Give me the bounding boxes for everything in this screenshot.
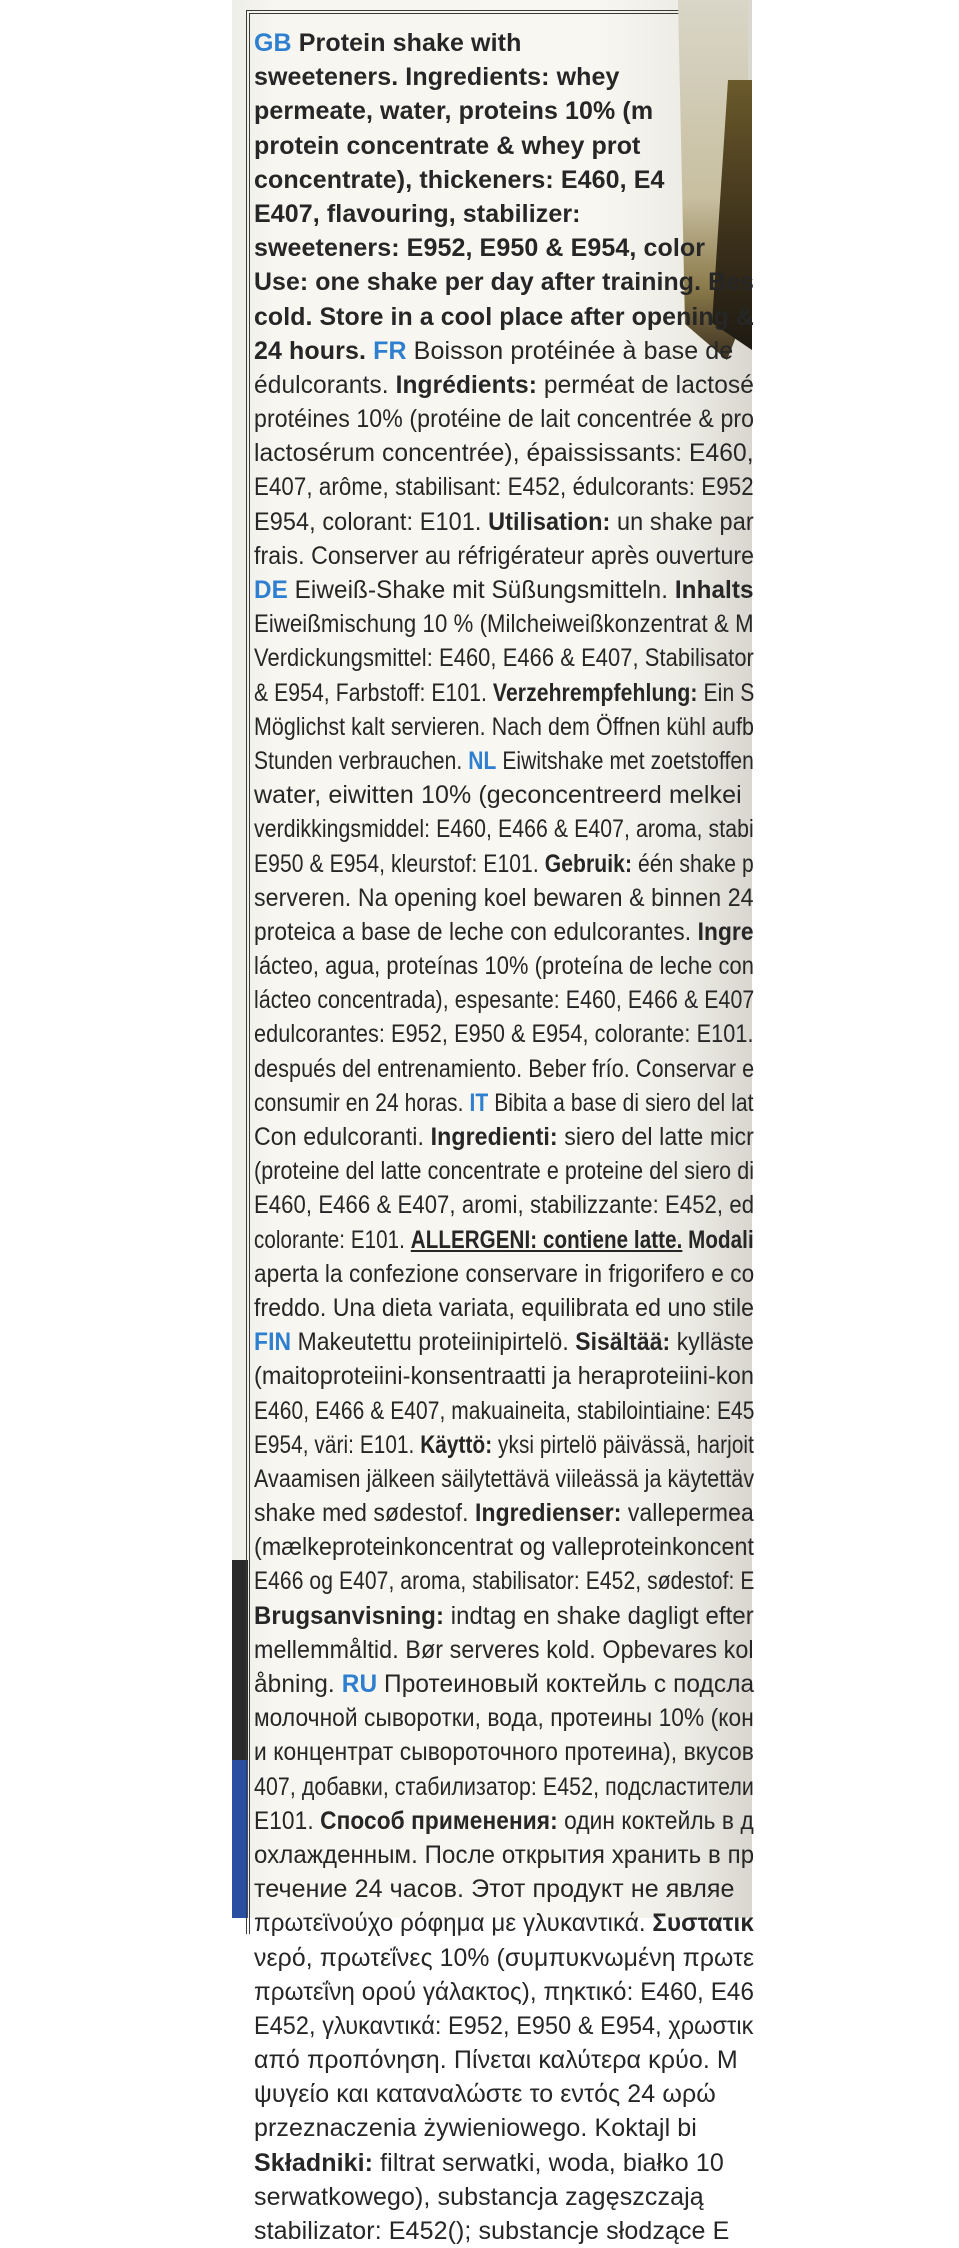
- text-line: [254, 60, 774, 94]
- text-line: [254, 676, 774, 710]
- text-segment: sweeteners. Ingredients: whey: [254, 63, 620, 92]
- language-code: FR: [373, 336, 407, 365]
- text-line-content: [254, 1120, 754, 1154]
- language-code: FIN: [254, 1328, 292, 1357]
- text-segment: Συστατικ: [652, 1909, 754, 1938]
- text-line-content: [254, 2043, 738, 2077]
- text-segment: Eiweiß-Shake mit Süßungsmitteln.: [287, 576, 675, 604]
- text-segment: un shake par: [610, 507, 754, 536]
- text-line-content: [254, 847, 754, 881]
- text-line-content: [254, 1394, 755, 1428]
- text-segment: przeznaczenia żywieniowego. Koktajl bi: [254, 2114, 697, 2143]
- text-segment: sweeteners: E952, E950 & E954, color: [254, 234, 706, 263]
- text-line: [254, 94, 774, 128]
- language-code: IT: [469, 1088, 489, 1117]
- text-line-content: [254, 505, 754, 539]
- text-segment: (proteine del latte concentrate e proteine del siero di: [254, 1157, 755, 1186]
- text-line-content: [254, 812, 754, 846]
- text-line: [254, 300, 774, 334]
- text-segment: E460, E466 & E407, makuaineita, stabilointiaine: E45: [254, 1396, 755, 1425]
- text-segment: proteica a base de leche con edulcorantes.: [254, 917, 698, 946]
- text-segment: lácteo, agua, proteínas 10% (proteína de leche con: [254, 952, 754, 981]
- text-segment: después del entrenamiento. Beber frío. Conservar e: [254, 1054, 755, 1083]
- text-line: [254, 1017, 774, 1051]
- text-line-content: [254, 949, 754, 983]
- text-line-content: [254, 1462, 754, 1496]
- text-segment: Gebruik:: [544, 849, 633, 878]
- text-segment: ψυγείο και καταναλώστε το εντός 24 ωρώ: [254, 2080, 716, 2109]
- text-line: [254, 847, 774, 881]
- text-line-content: [254, 1975, 754, 2009]
- text-line: [254, 881, 774, 915]
- text-segment: cold. Store in a cool place after opening &: [254, 302, 754, 331]
- text-segment: colorante: E101.: [254, 1225, 411, 1254]
- text-segment: Протеиновый коктейль с подсла: [377, 1670, 755, 1698]
- text-segment: Protein shake with: [291, 29, 522, 57]
- text-line-content: [254, 744, 754, 778]
- text-line-content: [254, 1872, 735, 1906]
- text-segment: νερό, πρωτεΐνες 10% (συμπυκνωμένη πρωτε: [254, 1943, 755, 1972]
- text-line-content: [254, 1804, 754, 1838]
- text-line-content: [254, 1257, 754, 1291]
- text-line: [254, 436, 774, 470]
- text-segment: protein concentrate & whey prot: [254, 131, 641, 160]
- text-line-content: [254, 1052, 754, 1086]
- text-segment: Modali: [682, 1225, 754, 1254]
- text-line: [254, 2146, 774, 2180]
- text-segment: πρωτεϊνούχο ρόφημα με γλυκαντικά.: [254, 1909, 653, 1938]
- text-line: [254, 1872, 774, 1906]
- text-segment: Möglichst kalt servieren. Nach dem Öffnen kühl aufb: [254, 712, 754, 741]
- text-line: [254, 2180, 774, 2214]
- text-segment: concentrate), thickeners: E460, E4: [254, 165, 665, 194]
- text-segment: Ein S: [697, 678, 755, 707]
- text-line-content: [254, 1599, 754, 1633]
- text-segment: Bibita a base di siero del lat: [488, 1088, 754, 1117]
- text-segment: (mælkeproteinkoncentrat og valleproteinkoncent: [254, 1533, 755, 1562]
- text-line-content: [254, 573, 754, 607]
- text-segment: lactosérum concentrée), épaississants: E460,: [254, 439, 754, 468]
- text-segment: Makeutettu proteiinipirtelö.: [291, 1328, 576, 1357]
- text-line-content: [254, 436, 754, 470]
- text-line: [254, 265, 774, 299]
- text-line-content: [254, 2214, 729, 2248]
- text-segment: Utilisation:: [488, 507, 611, 536]
- text-segment: Ingredienser:: [475, 1499, 622, 1528]
- text-segment: E954, väri: E101.: [254, 1430, 421, 1459]
- text-segment: Ingredienti:: [430, 1123, 558, 1151]
- text-line: [254, 1906, 774, 1940]
- text-segment: édulcorants.: [254, 370, 396, 399]
- text-segment: filtrat serwatki, woda, białko 10: [373, 2148, 724, 2177]
- text-segment: protéines 10% (protéine de lait concentrée & pro: [254, 405, 755, 434]
- text-line-content: [254, 334, 733, 368]
- text-segment: течение 24 часов. Этот продукт не являе: [254, 1875, 735, 1904]
- language-code: DE: [254, 576, 288, 604]
- text-segment: indtag en shake dagligt efter: [444, 1601, 754, 1630]
- text-line: [254, 539, 774, 573]
- text-line-content: [254, 300, 754, 334]
- text-line-content: [254, 265, 754, 299]
- text-segment: один коктейль в д: [557, 1806, 754, 1835]
- text-line: [254, 2111, 774, 2145]
- text-line: [254, 2043, 774, 2077]
- text-line-content: [254, 1906, 754, 1940]
- text-line: [254, 402, 774, 436]
- text-line: [254, 1633, 774, 1667]
- text-line-content: [254, 1086, 754, 1120]
- text-line: [254, 812, 774, 846]
- text-line-content: [254, 197, 581, 231]
- text-line-content: [254, 26, 521, 60]
- text-line-content: [254, 641, 754, 675]
- text-line-content: [254, 1701, 754, 1735]
- text-line-content: [254, 231, 705, 265]
- text-line: [254, 470, 774, 504]
- text-segment: E407, arôme, stabilisant: E452, édulcorants: E952: [254, 473, 754, 502]
- text-segment: Boisson protéinée à base de: [406, 336, 734, 365]
- text-segment: Avaamisen jälkeen säilytettävä viileässä ja käytettäv: [254, 1464, 755, 1493]
- text-line: [254, 2214, 774, 2248]
- text-segment: serveren. Na opening koel bewaren & binnen 24: [254, 883, 754, 912]
- text-segment: Składniki:: [254, 2148, 374, 2177]
- text-segment: perméat de lactosé: [536, 370, 754, 399]
- text-line-content: [254, 915, 754, 949]
- text-line: [254, 1120, 774, 1154]
- text-line-content: [254, 1530, 754, 1564]
- text-line: [254, 1325, 774, 1359]
- text-segment: åbning.: [254, 1670, 342, 1698]
- text-line: [254, 949, 774, 983]
- ingredients-text-block: [254, 26, 774, 2245]
- text-line-content: [254, 129, 641, 163]
- text-segment: E954, colorant: E101.: [254, 507, 489, 536]
- text-line-content: [254, 1838, 754, 1872]
- text-line-content: [254, 1154, 754, 1188]
- text-line: [254, 1804, 774, 1838]
- text-line-content: [254, 710, 754, 744]
- text-line: [254, 778, 774, 812]
- text-line: [254, 129, 774, 163]
- text-segment: E460, E466 & E407, aromi, stabilizzante: E452, ed: [254, 1191, 755, 1220]
- text-line-content: [254, 778, 742, 812]
- text-segment: (maitoproteiini-konsentraatti ja heraproteiini-kon: [254, 1362, 754, 1391]
- text-segment: siero del latte micr: [557, 1123, 754, 1151]
- text-segment: één shake p: [632, 849, 754, 878]
- text-line-content: [254, 1770, 754, 1804]
- text-line: [254, 1770, 774, 1804]
- text-segment: aperta la confezione conservare in frigorifero e co: [254, 1259, 755, 1288]
- text-line: [254, 1599, 774, 1633]
- text-segment: yksi pirtelö päivässä, harjoit: [492, 1430, 754, 1459]
- text-line-content: [254, 539, 754, 573]
- text-line: [254, 1975, 774, 2009]
- text-segment: serwatkowego), substancja zagęszczają: [254, 2182, 704, 2211]
- text-line-content: [254, 1223, 754, 1257]
- text-line: [254, 1735, 774, 1769]
- text-segment: E452, γλυκαντικά: E952, E950 & E954, χρωστικ: [254, 2011, 754, 2040]
- text-segment: πρωτεΐνη ορού γάλακτος), πηκτικό: E460, E46: [254, 1977, 754, 2006]
- text-line-content: [254, 1188, 754, 1222]
- text-line-content: [254, 1633, 754, 1667]
- text-segment: ALLERGENI: contiene latte.: [410, 1225, 683, 1254]
- text-line: [254, 1941, 774, 1975]
- text-segment: frais. Conserver au réfrigérateur après ouverture: [254, 541, 755, 570]
- text-segment: consumir en 24 horas.: [254, 1088, 470, 1117]
- text-segment: kylläste: [670, 1328, 754, 1357]
- text-segment: water, eiwitten 10% (geconcentreerd melkei: [254, 781, 742, 810]
- text-line-content: [254, 2180, 704, 2214]
- text-line-content: [254, 1941, 754, 1975]
- text-segment: stabilizator: E452(); substancje słodzące E: [254, 2217, 730, 2245]
- text-segment: Способ применения:: [320, 1806, 558, 1835]
- text-segment: verdikkingsmiddel: E460, E466 & E407, aroma, stabi: [254, 815, 754, 844]
- text-line: [254, 1667, 774, 1701]
- text-line: [254, 1188, 774, 1222]
- text-line-content: [254, 60, 620, 94]
- text-segment: E407, flavouring, stabilizer:: [254, 199, 581, 228]
- text-line: [254, 1086, 774, 1120]
- text-segment: Sisältää:: [575, 1328, 671, 1357]
- text-segment: Inhalts: [674, 576, 754, 604]
- text-line: [254, 231, 774, 265]
- text-line-content: [254, 676, 754, 710]
- text-line: [254, 1052, 774, 1086]
- text-segment: shake med sødestof.: [254, 1499, 476, 1528]
- text-segment: από προπόνηση. Πίνεται καλύτερα κρύο. Μ: [254, 2046, 738, 2075]
- text-segment: Stunden verbrauchen.: [254, 746, 469, 775]
- text-line-content: [254, 470, 754, 504]
- text-line: [254, 1530, 774, 1564]
- text-line-content: [254, 163, 665, 197]
- text-line: [254, 1838, 774, 1872]
- language-code: NL: [468, 746, 497, 775]
- text-segment: охлажденным. После открытия хранить в пр: [254, 1840, 755, 1869]
- text-line-content: [254, 983, 754, 1017]
- text-segment: Con edulcoranti.: [254, 1123, 431, 1151]
- text-line-content: [254, 1359, 754, 1393]
- text-line: [254, 1394, 774, 1428]
- text-line-content: [254, 402, 754, 436]
- text-line: [254, 1154, 774, 1188]
- text-segment: Verzehrempfehlung:: [492, 678, 698, 707]
- text-line-content: [254, 607, 754, 641]
- text-line: [254, 2009, 774, 2043]
- text-line-content: [254, 881, 754, 915]
- text-segment: Käyttö:: [420, 1430, 493, 1459]
- text-line: [254, 1257, 774, 1291]
- text-segment: Verdickungsmittel: E460, E466 & E407, Stabilisator: [254, 644, 754, 673]
- text-line-content: [254, 1017, 754, 1051]
- text-line-content: [254, 1735, 754, 1769]
- text-segment: E466 og E407, aroma, stabilisator: E452, sødestof: E: [254, 1567, 755, 1596]
- text-line: [254, 1428, 774, 1462]
- text-line: [254, 744, 774, 778]
- text-line-content: [254, 2009, 753, 2043]
- language-code: GB: [254, 29, 292, 57]
- text-line-content: [254, 1496, 754, 1530]
- text-segment: E950 & E954, kleurstof: E101.: [254, 849, 545, 878]
- text-segment: 24 hours.: [254, 336, 374, 365]
- text-segment: edulcorantes: E952, E950 & E954, colorante: E101.: [254, 1020, 754, 1049]
- text-line: [254, 1462, 774, 1496]
- text-line: [254, 1701, 774, 1735]
- text-segment: Brugsanvisning:: [254, 1601, 445, 1630]
- text-line: [254, 505, 774, 539]
- text-line-content: [254, 368, 754, 402]
- text-line: [254, 26, 774, 60]
- text-line: [254, 710, 774, 744]
- text-segment: vallepermea: [621, 1499, 754, 1528]
- text-segment: Use: one shake per day after training. Bes: [254, 268, 754, 297]
- text-line-content: [254, 94, 653, 128]
- text-line: [254, 915, 774, 949]
- text-line-content: [254, 1667, 754, 1701]
- text-line-content: [254, 1428, 754, 1462]
- text-line: [254, 197, 774, 231]
- text-line: [254, 2077, 774, 2111]
- text-segment: mellemmåltid. Bør serveres kold. Opbevares kol: [254, 1635, 754, 1664]
- text-segment: E101.: [254, 1806, 321, 1835]
- text-line-content: [254, 1325, 754, 1359]
- text-line: [254, 1564, 774, 1598]
- text-line: [254, 1359, 774, 1393]
- text-segment: Ingre: [697, 917, 754, 946]
- text-segment: Eiwitshake met zoetstoffen: [496, 746, 754, 775]
- text-line-content: [254, 1564, 755, 1598]
- text-segment: Eiweißmischung 10 % (Milcheiweißkonzentrat & M: [254, 610, 754, 639]
- text-segment: Ingrédients:: [395, 370, 537, 399]
- text-line-content: [254, 1291, 754, 1325]
- text-segment: & E954, Farbstoff: E101.: [254, 678, 493, 707]
- text-segment: 407, добавки, стабилизатор: E452, подсластители: [254, 1772, 754, 1801]
- text-line: [254, 334, 774, 368]
- text-segment: lácteo concentrada), espesante: E460, E466 & E407: [254, 986, 755, 1015]
- language-code: RU: [341, 1670, 378, 1698]
- text-line: [254, 573, 774, 607]
- text-line-content: [254, 2077, 716, 2111]
- text-line: [254, 983, 774, 1017]
- text-segment: freddo. Una dieta variata, equilibrata ed uno stile: [254, 1293, 755, 1322]
- text-line: [254, 607, 774, 641]
- text-line: [254, 641, 774, 675]
- text-line: [254, 1291, 774, 1325]
- text-line: [254, 368, 774, 402]
- text-segment: и концентрат сывороточного протеина), вкусов: [254, 1738, 755, 1767]
- text-line: [254, 163, 774, 197]
- text-segment: молочной сыворотки, вода, протеины 10% (кон: [254, 1704, 754, 1733]
- text-line-content: [254, 2146, 724, 2180]
- text-line: [254, 1496, 774, 1530]
- text-segment: permeate, water, proteins 10% (m: [254, 97, 654, 126]
- text-line: [254, 1223, 774, 1257]
- text-line-content: [254, 2111, 697, 2145]
